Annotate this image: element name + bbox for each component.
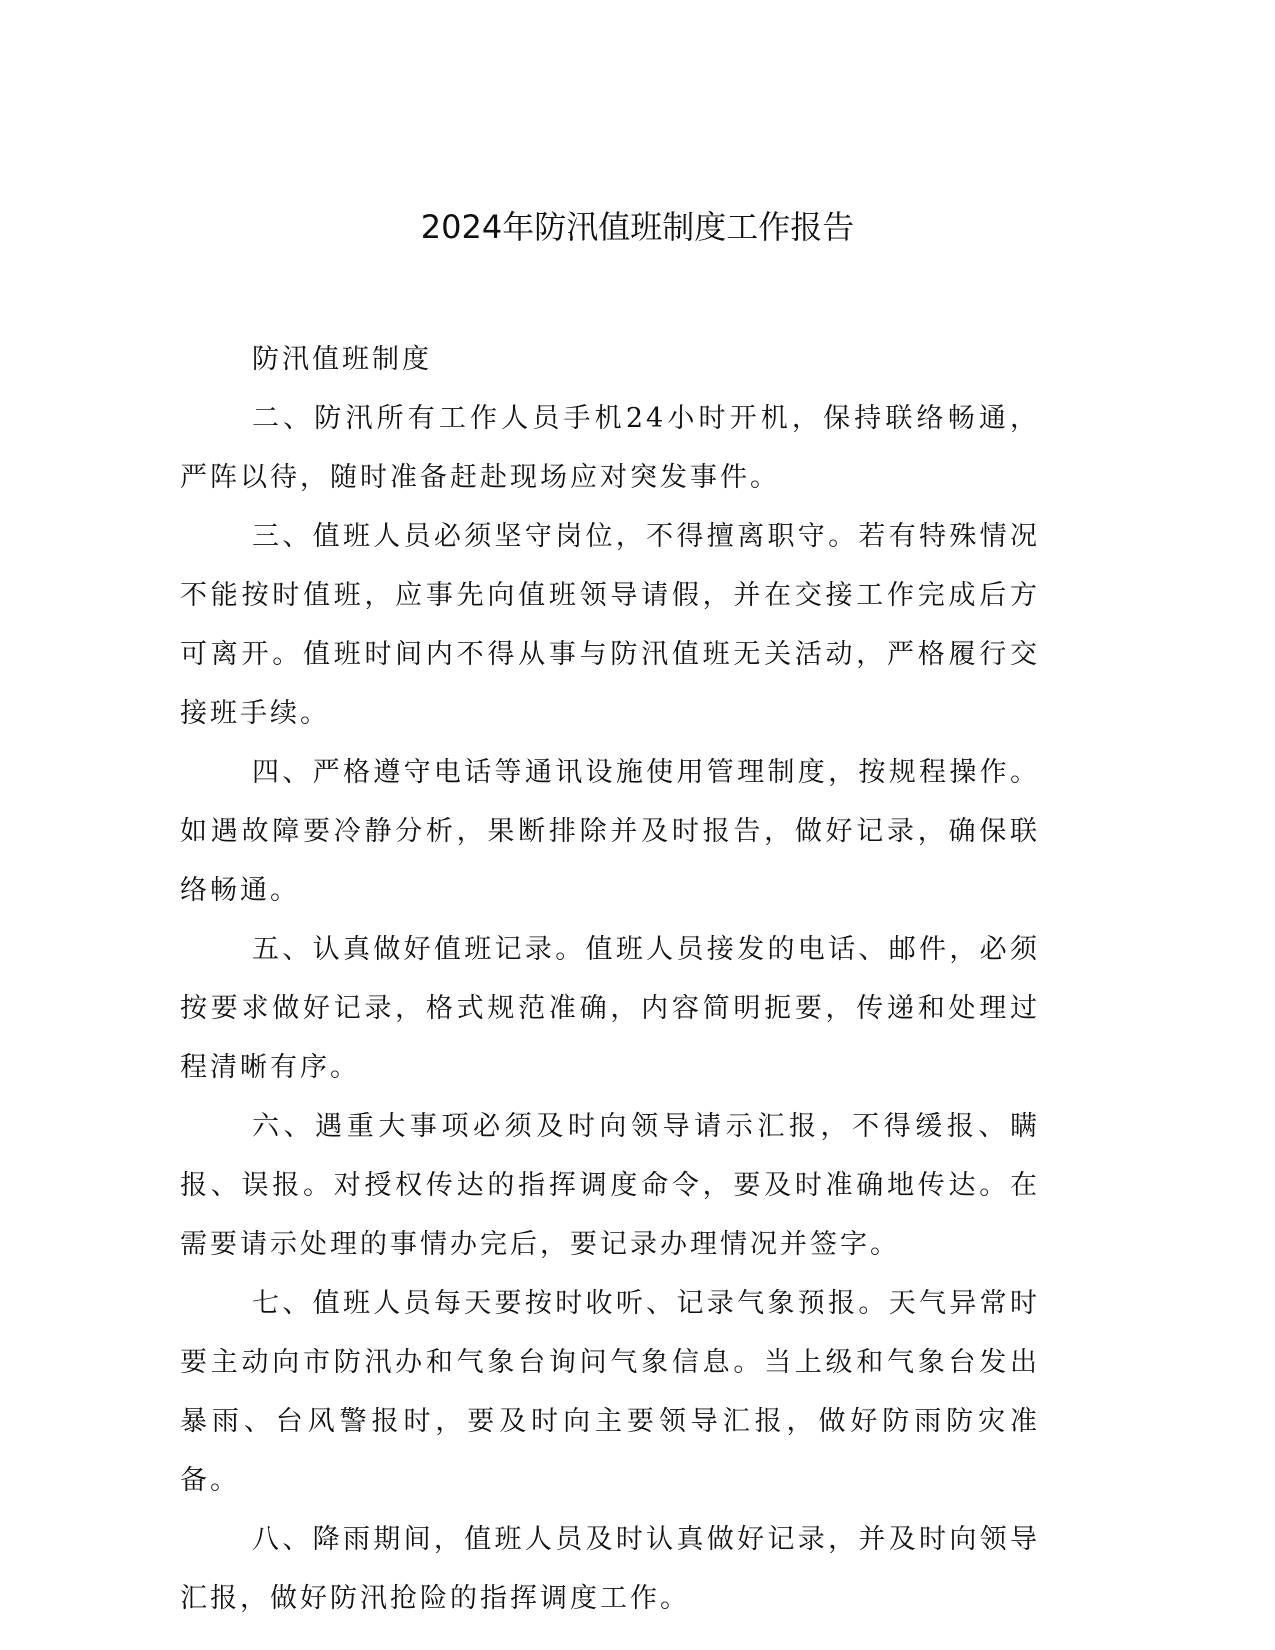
- paragraph-6: 六、遇重大事项必须及时向领导请示汇报，不得缓报、瞒报、误报。对授权传达的指挥调度命令，要及时准确地传达。在需要请示处理的事情办完后，要记录办理情况并签字。: [180, 1111, 1040, 1260]
- section-heading: 防汛值班制度: [252, 344, 432, 375]
- document-title: 2024年防汛值班制度工作报告: [420, 208, 855, 246]
- paragraph-5: 五、认真做好值班记录。值班人员接发的电话、邮件，必须按要求做好记录，格式规范准确，内容简明扼要，传递和处理过程清晰有序。: [180, 934, 1040, 1083]
- paragraph-7: 七、值班人员每天要按时收听、记录气象预报。天气异常时要主动向市防汛办和气象台询问气象信息。当上级和气象台发出暴雨、台风警报时，要及时向主要领导汇报，做好防雨防灾准备。: [180, 1288, 1040, 1496]
- document-body: [180, 330, 1040, 1628]
- paragraph-2: 二、防汛所有工作人员手机24小时开机，保持联络畅通，严阵以待，随时准备赶赴现场应对突发事件。: [180, 403, 1040, 493]
- paragraph-8: 八、降雨期间，值班人员及时认真做好记录，并及时向领导汇报，做好防汛抢险的指挥调度工作。: [180, 1524, 1040, 1614]
- paragraph-4: 四、严格遵守电话等通讯设施使用管理制度，按规程操作。如遇故障要冷静分析，果断排除并及时报告，做好记录，确保联络畅通。: [180, 757, 1040, 906]
- paragraph-3: 三、值班人员必须坚守岗位，不得擅离职守。若有特殊情况不能按时值班，应事先向值班领导请假，并在交接工作完成后方可离开。值班时间内不得从事与防汛值班无关活动，严格履行交接班手续。: [180, 521, 1040, 729]
